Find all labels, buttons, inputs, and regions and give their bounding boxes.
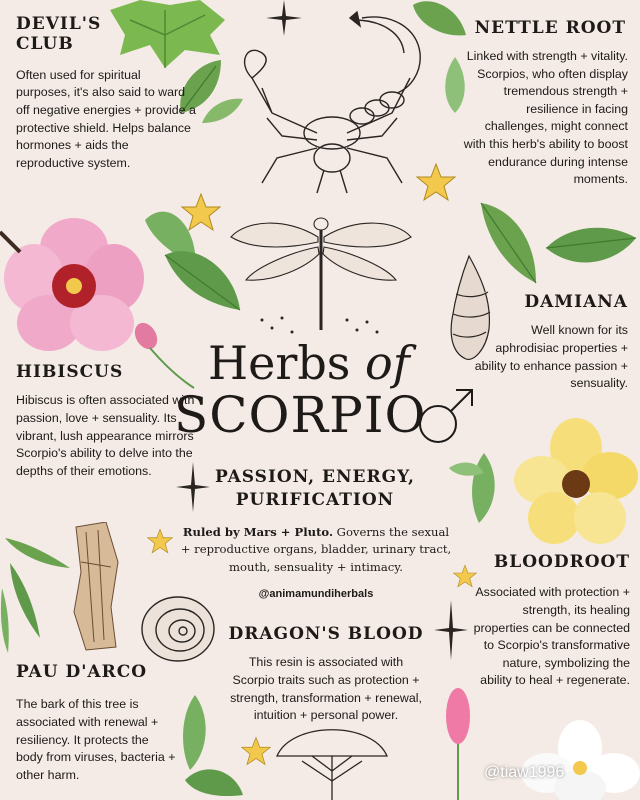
white-flower-illustration [522, 718, 640, 800]
star-icon [146, 528, 174, 554]
sparkle-icon [434, 600, 468, 660]
nettle-root-section [462, 48, 628, 189]
pau-darco-title: PAU D'ARCO [16, 662, 148, 682]
bloodroot-section [470, 552, 630, 690]
ruled-by-bold: Ruled by Mars + Pluto. [182, 525, 333, 539]
title-scorpio: SCORPIO [174, 386, 427, 444]
hibiscus-text: Hibiscus is often associated with passion, love + sensuality. Its vibrant, lush appearance mirrors Scorpio's ability to delve into the depths of their emotions. [16, 393, 195, 478]
leaf-illustration [444, 448, 504, 528]
devils-club-text: Often used for spiritual purposes, it's also said to ward off negative energies + provide a protective shield. Helps balance hormones + aids the reproductive system. [16, 67, 196, 170]
dragons-blood-title: DRAGON'S BLOOD [228, 624, 424, 644]
pau-darco-section [16, 662, 176, 784]
ruled-by-rest: Governs the sexual + reproductive organs, bladder, urinary tract, mouth, sensuality + intimacy. [180, 525, 452, 574]
nettle-root-text: Linked with strength + vitality. Scorpios, who often display tremendous strength + resilience in facing challenges, might connect with this herb's ability to boost endurance during intense moments. [463, 49, 628, 187]
title-herbs: Herbs of [208, 336, 410, 390]
damiana-title: DAMIANA [524, 292, 628, 312]
dragons-blood-section [228, 624, 424, 725]
keywords-line2: PURIFICATION [235, 489, 395, 510]
bark-illustration [66, 522, 122, 652]
keywords [206, 466, 424, 512]
scorpion-illustration [232, 8, 432, 198]
star-icon [415, 162, 457, 202]
rosebud-illustration [438, 686, 478, 800]
pau-darco-text: The bark of this tree is associated with renewal + resiliency. It protects the body from viruses, bacteria + other harm. [16, 697, 176, 782]
nettle-leaf-illustration [476, 198, 640, 293]
stem-illustration [0, 228, 22, 258]
instagram-handle: @animamundiherbals [258, 588, 374, 600]
dragons-blood-text: This resin is associated with Scorpio traits such as protection + strength, transformation + renewal, intuition + personal power. [230, 655, 422, 723]
damiana-text: Well known for its aphrodisiac properties + ability to enhance passion + sensuality. [474, 323, 628, 391]
devils-club-section [16, 14, 196, 172]
main-title [174, 336, 464, 444]
tree-illustration [272, 716, 392, 800]
watermark [484, 764, 564, 782]
ruled-by-text [180, 524, 452, 576]
hibiscus-flower-illustration [4, 218, 144, 353]
devils-club-title: DEVIL'S CLUB [16, 14, 102, 55]
nettle-root-title: NETTLE ROOT [474, 18, 626, 38]
bloodroot-title: BLOODROOT [493, 552, 630, 572]
yellow-flower-illustration [514, 418, 638, 548]
leaf-illustration [140, 200, 250, 330]
keywords-line1: PASSION, ENERGY, [215, 467, 415, 487]
watermark-text: @tiaw1996 [484, 764, 565, 781]
damiana-section [474, 292, 628, 393]
hibiscus-section [16, 362, 200, 480]
sparkle-icon [264, 0, 304, 36]
nettle-root-title-wrap [452, 18, 626, 38]
hibiscus-title: HIBISCUS [16, 362, 124, 382]
bloodroot-text: Associated with protection + strength, its healing properties can be connected to Scorpio's transformative nature, symbolizing the ability to heal + regenerate. [473, 585, 630, 688]
ammonite-illustration [138, 594, 218, 664]
